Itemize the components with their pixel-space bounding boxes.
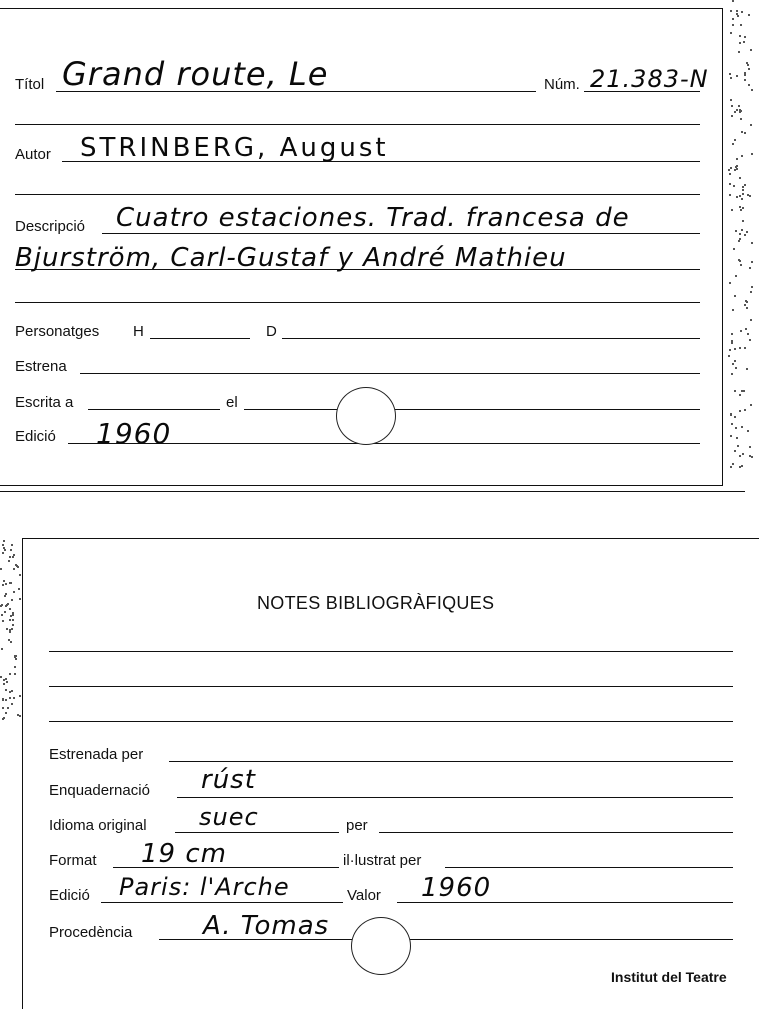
autor-label: Autor	[15, 146, 51, 163]
scan-speck	[741, 465, 743, 467]
scan-speck	[728, 169, 730, 171]
scan-speck	[736, 10, 738, 12]
valor-label: Valor	[347, 887, 381, 904]
scan-speck	[749, 339, 751, 341]
scan-speck	[0, 676, 2, 678]
scan-speck	[744, 347, 746, 349]
descripcio-value-1: Cuatro estaciones. Trad. francesa de	[116, 203, 630, 233]
scan-speck	[732, 463, 734, 465]
scan-speck	[732, 363, 734, 365]
scan-speck	[734, 169, 736, 171]
scan-speck	[6, 681, 8, 683]
scan-speck	[736, 437, 738, 439]
scan-speck	[741, 426, 743, 428]
scan-speck	[751, 89, 753, 91]
d-label: D	[266, 323, 277, 340]
scan-speck	[733, 185, 735, 187]
scan-speck	[10, 641, 12, 643]
scan-speck	[747, 64, 749, 66]
scan-speck	[741, 155, 743, 157]
scan-speck	[730, 77, 732, 79]
scan-speck	[737, 15, 739, 17]
scan-speck	[740, 264, 742, 266]
per-line	[379, 832, 733, 833]
scan-speck	[739, 410, 741, 412]
scan-speck	[742, 453, 744, 455]
scan-speck	[734, 360, 736, 362]
scan-speck	[11, 599, 13, 601]
blank-line-1	[15, 124, 700, 125]
escrita-label: Escrita a	[15, 394, 74, 411]
scan-speck	[5, 689, 7, 691]
cut-line	[0, 491, 745, 492]
escrita-line	[88, 409, 220, 410]
scan-speck	[751, 286, 753, 288]
procedencia-value: A. Tomas	[203, 911, 330, 941]
scan-speck	[731, 333, 733, 335]
scan-speck	[732, 18, 734, 20]
scan-speck	[735, 230, 737, 232]
scan-speck	[746, 368, 748, 370]
catalog-card-back	[22, 538, 759, 1009]
scan-speck	[729, 194, 731, 196]
titol-label: Títol	[15, 76, 45, 93]
scan-speck	[2, 544, 4, 546]
scan-speck	[739, 177, 741, 179]
descripcio-line-1	[102, 233, 700, 234]
scan-speck	[19, 598, 21, 600]
per-label: per	[346, 817, 368, 834]
blank-line-3	[15, 302, 700, 303]
edicio2-value: Paris: l'Arche	[119, 873, 290, 901]
scan-speck	[744, 36, 746, 38]
scan-speck	[12, 624, 14, 626]
scan-speck	[739, 455, 741, 457]
procedencia-label: Procedència	[49, 924, 133, 941]
scan-speck	[729, 183, 731, 185]
scan-speck	[5, 712, 7, 714]
autor-value: STRINBERG, August	[80, 133, 389, 163]
scan-speck	[739, 42, 741, 44]
scan-speck	[16, 565, 18, 567]
scan-speck	[9, 697, 11, 699]
scan-speck	[739, 260, 741, 262]
scan-speck	[741, 131, 743, 133]
scan-speck	[751, 153, 753, 155]
scan-speck	[2, 707, 4, 709]
scan-speck	[10, 615, 12, 617]
idioma-value: suec	[199, 803, 259, 831]
scan-speck	[744, 409, 746, 411]
scan-speck	[737, 445, 739, 447]
descripcio-label: Descripció	[15, 218, 86, 235]
scan-speck	[741, 229, 743, 231]
scan-speck	[7, 707, 9, 709]
scan-speck	[736, 158, 738, 160]
el-label: el	[226, 394, 238, 411]
card-heading: NOTES BIBLIOGRÀFIQUES	[257, 593, 495, 613]
idioma-line	[175, 832, 339, 833]
scan-speck	[12, 556, 14, 558]
scan-speck	[735, 367, 737, 369]
scan-speck	[731, 423, 733, 425]
el-line	[244, 409, 700, 410]
h-label: H	[133, 323, 144, 340]
scan-speck	[739, 233, 741, 235]
scan-speck	[729, 73, 731, 75]
scan-speck	[8, 639, 10, 641]
scan-speck	[18, 588, 20, 590]
scan-speck	[744, 74, 746, 76]
scan-speck	[740, 24, 742, 26]
scan-speck	[746, 307, 748, 309]
scan-speck	[730, 10, 732, 12]
scan-noise-right	[728, 0, 758, 470]
scan-speck	[748, 84, 750, 86]
scan-speck	[742, 220, 744, 222]
scan-speck	[750, 291, 752, 293]
scan-speck	[744, 79, 746, 81]
scan-speck	[13, 591, 15, 593]
scan-speck	[739, 347, 741, 349]
scan-speck	[10, 549, 12, 551]
enquadernacio-line	[177, 797, 733, 798]
scan-speck	[749, 267, 751, 269]
scan-speck	[745, 328, 747, 330]
scan-speck	[748, 14, 750, 16]
descripcio-value-2: Bjurström, Carl-Gustaf y André Mathieu	[15, 243, 567, 273]
scan-speck	[738, 105, 740, 107]
scan-speck	[730, 414, 732, 416]
scan-speck	[730, 435, 732, 437]
illustrat-line	[445, 867, 733, 868]
blank-line-2	[15, 194, 700, 195]
scan-speck	[9, 608, 11, 610]
catalog-card-front	[0, 8, 723, 486]
stamp-circle-2	[351, 917, 411, 975]
scan-speck	[732, 143, 734, 145]
enquadernacio-value: rúst	[201, 765, 256, 795]
scan-speck	[731, 105, 733, 107]
scan-speck	[740, 118, 742, 120]
scan-speck	[5, 699, 7, 701]
edicio2-label: Edició	[49, 887, 90, 904]
scan-speck	[744, 132, 746, 134]
scan-speck	[734, 348, 736, 350]
scan-speck	[729, 349, 731, 351]
scan-speck	[731, 115, 733, 117]
scan-speck	[14, 666, 16, 668]
scan-speck	[1, 648, 3, 650]
scan-speck	[734, 295, 736, 297]
scan-speck	[2, 584, 4, 586]
scan-speck	[728, 355, 730, 357]
estrena-line	[80, 373, 700, 374]
scan-speck	[742, 207, 744, 209]
scan-speck	[0, 568, 2, 570]
estrenada-label: Estrenada per	[49, 746, 144, 763]
scan-speck	[750, 404, 752, 406]
scan-speck	[14, 673, 16, 675]
scan-speck	[739, 35, 741, 37]
scan-speck	[2, 620, 4, 622]
d-line	[282, 338, 700, 339]
scan-speck	[9, 619, 11, 621]
scan-speck	[739, 195, 741, 197]
scan-speck	[750, 319, 752, 321]
scan-speck	[751, 242, 753, 244]
scan-speck	[3, 683, 5, 685]
scan-speck	[14, 655, 16, 657]
scan-speck	[736, 196, 738, 198]
scan-speck	[19, 574, 21, 576]
scan-speck	[738, 240, 740, 242]
scan-speck	[730, 99, 732, 101]
scan-speck	[751, 261, 753, 263]
valor-value: 1960	[421, 873, 492, 903]
scan-speck	[750, 124, 752, 126]
scan-speck	[744, 304, 746, 306]
scan-speck	[740, 209, 742, 211]
num-label: Núm.	[544, 76, 580, 93]
scan-speck	[742, 193, 744, 195]
format-label: Format	[49, 852, 97, 869]
scan-speck	[5, 583, 7, 585]
scan-speck	[739, 111, 741, 113]
idioma-label: Idioma original	[49, 817, 147, 834]
scan-speck	[744, 234, 746, 236]
scan-speck	[13, 697, 15, 699]
edicio-label: Edició	[15, 428, 56, 445]
scan-speck	[11, 690, 13, 692]
scan-speck	[1, 614, 3, 616]
scan-speck	[3, 547, 5, 549]
scan-speck	[742, 189, 744, 191]
scan-speck	[736, 165, 738, 167]
stamp-circle	[336, 387, 396, 445]
scan-speck	[735, 166, 737, 168]
scan-speck	[739, 394, 741, 396]
scan-speck	[739, 466, 741, 468]
scan-speck	[736, 75, 738, 77]
scan-speck	[734, 139, 736, 141]
notes-line-2	[49, 686, 733, 687]
scan-speck	[743, 41, 745, 43]
format-value: 19 cm	[141, 839, 227, 869]
scan-speck	[748, 68, 750, 70]
scan-speck	[17, 714, 19, 716]
illustrat-label: il·lustrat per	[343, 852, 422, 869]
h-line	[150, 338, 250, 339]
enquadernacio-label: Enquadernació	[49, 782, 150, 799]
edicio-value: 1960	[96, 417, 172, 450]
scan-speck	[730, 167, 732, 169]
scan-speck	[735, 275, 737, 277]
scan-speck	[19, 695, 21, 697]
institution-footer: Institut del Teatre	[611, 969, 727, 985]
scan-speck	[2, 699, 4, 701]
scan-speck	[729, 282, 731, 284]
scan-speck	[9, 629, 11, 631]
scan-speck	[751, 456, 753, 458]
scan-speck	[2, 718, 4, 720]
scan-speck	[4, 595, 6, 597]
scan-speck	[9, 673, 11, 675]
scan-speck	[9, 631, 11, 633]
scan-speck	[12, 619, 14, 621]
scan-speck	[9, 582, 11, 584]
scan-speck	[747, 333, 749, 335]
edicio2-line	[101, 902, 343, 903]
scan-speck	[11, 628, 13, 630]
scan-speck	[9, 556, 11, 558]
scan-speck	[1, 604, 3, 606]
scan-speck	[732, 0, 734, 2]
scan-speck	[731, 342, 733, 344]
scan-speck	[12, 612, 14, 614]
scan-speck	[5, 605, 7, 607]
scan-speck	[734, 111, 736, 113]
notes-line-3	[49, 721, 733, 722]
scan-speck	[732, 309, 734, 311]
personatges-label: Personatges	[15, 323, 100, 340]
scan-speck	[750, 49, 752, 51]
scan-speck	[731, 340, 733, 342]
scan-speck	[734, 416, 736, 418]
scan-speck	[729, 173, 731, 175]
notes-line-1	[49, 651, 733, 652]
scan-speck	[746, 231, 748, 233]
scan-speck	[733, 248, 735, 250]
scan-speck	[4, 611, 6, 613]
scan-speck	[8, 560, 10, 562]
scan-speck	[740, 330, 742, 332]
scan-speck	[749, 195, 751, 197]
scan-speck	[731, 209, 733, 211]
scan-speck	[741, 198, 743, 200]
scan-speck	[747, 194, 749, 196]
scan-speck	[13, 568, 15, 570]
scan-speck	[4, 549, 6, 551]
scan-speck	[742, 186, 744, 188]
scan-speck	[749, 446, 751, 448]
scan-speck	[741, 11, 743, 13]
scan-speck	[738, 51, 740, 53]
scan-speck	[747, 430, 749, 432]
estrenada-line	[169, 761, 733, 762]
scan-speck	[736, 109, 738, 111]
titol-value: Grand route, Le	[62, 55, 329, 93]
scan-speck	[3, 540, 5, 542]
scan-speck	[11, 703, 13, 705]
scan-speck	[745, 300, 747, 302]
scan-speck	[744, 72, 746, 74]
scan-speck	[2, 552, 4, 554]
scan-speck	[5, 678, 7, 680]
scan-speck	[743, 390, 745, 392]
scan-speck	[730, 32, 732, 34]
scan-speck	[734, 390, 736, 392]
scan-speck	[11, 544, 13, 546]
scan-speck	[730, 466, 732, 468]
num-value: 21.383-N	[590, 65, 709, 93]
scan-speck	[734, 450, 736, 452]
scan-speck	[749, 455, 751, 457]
scan-speck	[6, 628, 8, 630]
scan-speck	[732, 24, 734, 26]
estrena-label: Estrena	[15, 358, 67, 375]
scan-speck	[735, 427, 737, 429]
scan-speck	[731, 373, 733, 375]
